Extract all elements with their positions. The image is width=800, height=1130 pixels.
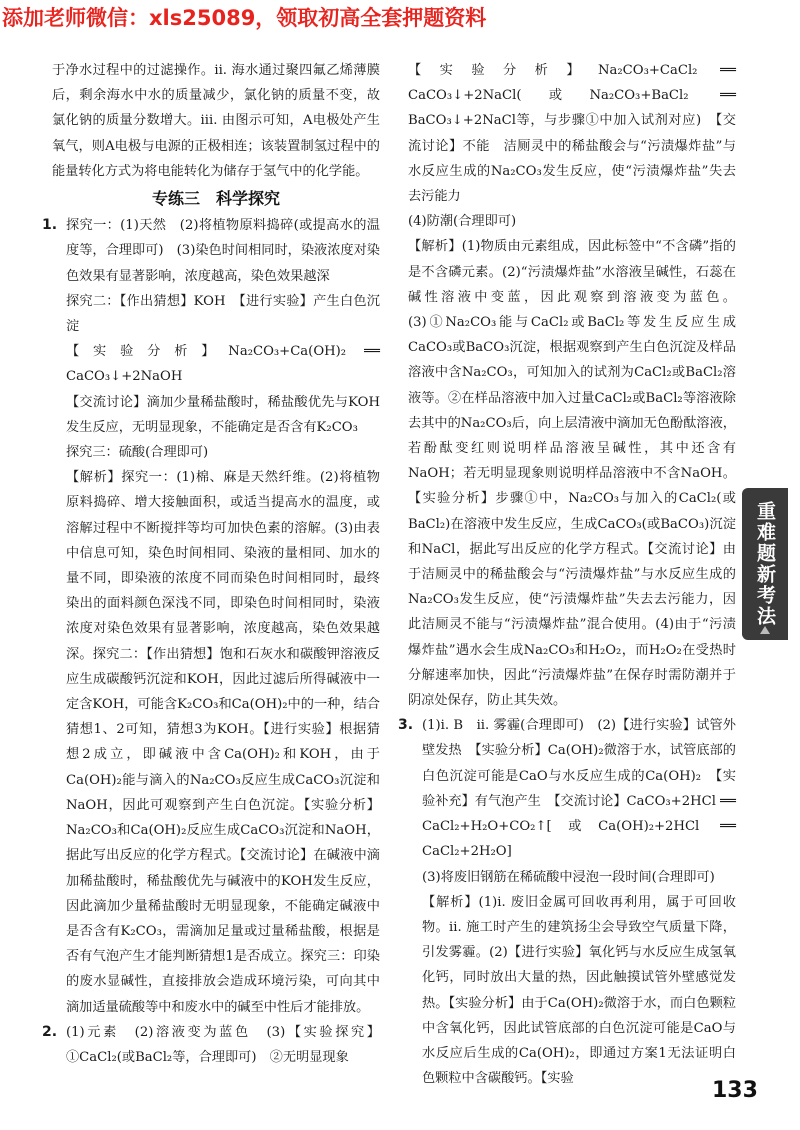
question-number: 3. — [398, 717, 414, 734]
side-tab-label: 重难题新考法 — [754, 501, 776, 627]
question-3 — [398, 713, 736, 1091]
analysis-paragraph: 【解析】(1)i. 废旧金属可回收再利用，属于可回收物。ii. 施工时产生的建筑扬尘会导致空气质量下降，引发雾霾。(2)【进行实验】氧化钙与水反应生成氢氧化钙，同时放出大量的热，因此触摸试管外壁感觉发热。【实验分析】由于Ca(OH)₂微溶于水，而白色颗粒中含氧化钙，因此试管底部的白色沉淀可能是CaO与水反应后生成的Ca(OH)₂，即通过方案1无法证明白色颗粒中含碳酸钙。【实验 — [422, 894, 736, 1087]
page-number: 133 — [712, 1078, 758, 1103]
question-number: 1. — [42, 217, 58, 234]
answer-paragraph: (1)元素 (2)溶液变为蓝色 (3)【实验探究】①CaCl₂(或BaCl₂等，合理即可) ②无明显现象 — [66, 1024, 380, 1065]
question-2 — [42, 1020, 380, 1070]
answer-paragraph: 【实验分析】Na₂CO₃+Ca(OH)₂ ══ CaCO₃↓+2NaOH — [66, 344, 380, 385]
section-title: 专练三 科学探究 — [151, 189, 280, 209]
question-1 — [42, 213, 380, 1020]
answer-paragraph: 【交流讨论】滴加少量稀盐酸时，稀盐酸优先与KOH发生反应，无明显现象，不能确定是否含有K₂CO₃ — [66, 394, 380, 435]
left-column — [42, 58, 380, 1070]
answer-paragraph: 探究三：硫酸(合理即可) — [66, 445, 209, 461]
promo-banner: 添加老师微信：xls25089，领取初高全套押题资料 — [0, 0, 800, 36]
answer-paragraph: (3)将废旧钢筋在稀硫酸中浸泡一段时间(合理即可) — [422, 869, 715, 885]
right-column — [398, 58, 736, 1091]
answer-paragraph: 【实验分析】Na₂CO₃+CaCl₂ ══ CaCO₃↓+2NaCl(或Na₂CO₃+BaCl₂ ══ BaCO₃↓+2NaCl等，与步骤①中加入试剂对应) 【交流讨论】不能 洁厕灵中的稀盐酸会与“污渍爆炸盐”与水反应生成的Na₂CO₃发生反应，使“污渍爆炸盐”失去去污能力 — [408, 63, 736, 205]
question-number: 2. — [42, 1023, 58, 1040]
side-tab — [742, 488, 788, 640]
answer-paragraph: 探究一：(1)天然 (2)将植物原料捣碎(或提高水的温度等，合理即可) (3)染色时间相同时，染液浓度对染色效果有显著影响，浓度越高，染色效果越深 — [66, 218, 380, 284]
answer-paragraph: (4)防潮(合理即可) — [408, 214, 517, 230]
answer-paragraph: (1)i. B ii. 雾霾(合理即可) (2)【进行实验】试管外壁发热 【实验分析】Ca(OH)₂微溶于水，试管底部的白色沉淀可能是CaO与水反应生成的Ca(OH)₂ 【实验补充】有气泡产生 【交流讨论】CaCO₃+2HCl ══ CaCl₂+H₂O+CO₂↑[或Ca(OH)₂+2HCl ══ CaCl₂+2H₂O] — [422, 718, 736, 860]
answer-paragraph: 探究二：【作出猜想】KOH 【进行实验】产生白色沉淀 — [66, 293, 380, 335]
analysis-paragraph: 【解析】(1)物质由元素组成，因此标签中“不含磷”指的是不含磷元素。(2)“污渍爆炸盐”水溶液呈碱性，石蕊在碱性溶液中变蓝，因此观察到溶液变为蓝色。(3)①Na₂CO₃能与CaCl₂或BaCl₂等发生反应生成CaCO₃或BaCO₃沉淀，根据观察到产生白色沉淀及样品溶液中含Na₂CO₃，可知加入的试剂为CaCl₂或BaCl₂溶液等。②在样品溶液中加入过量CaCl₂或BaCl₂等溶液除去其中的Na₂CO₃后，向上层清液中滴加无色酚酞溶液，若酚酞变红则说明样品溶液呈碱性，其中还含有NaOH；若无明显现象则说明样品溶液中不含NaOH。【实验分析】步骤①中，Na₂CO₃与加入的CaCl₂(或BaCl₂)在溶液中发生反应，生成CaCO₃(或BaCO₃)沉淀和NaCl，据此写出反应的化学方程式。【交流讨论】由于洁厕灵中的稀盐酸会与“污渍爆炸盐”与水反应生成的Na₂CO₃发生反应，使“污渍爆炸盐”失去去污能力，因此洁厕灵不能与“污渍爆炸盐”混合使用。(4)由于“污渍爆炸盐”遇水会生成Na₂CO₃和H₂O₂，而H₂O₂在受热时分解速率加快，因此“污渍爆炸盐”在保存时需防潮并于阴凉处保存，防止其失效。 — [408, 239, 736, 709]
triangle-icon — [760, 626, 770, 634]
analysis-paragraph: 【解析】探究一：(1)棉、麻是天然纤维。(2)将植物原料捣碎、增大接触面积，或适当提高水的温度，或溶解过程中不断搅拌等均可加快色素的溶解。(3)由表中信息可知，染色时间相同、染液的量相同、加水的量不同，即染液的浓度不同而染色时间相同时，最终染出的面料颜色深浅不同，即染色时间相同时，染液浓度对染色效果有显著影响，浓度越高，染色效果越深。探究二：【作出猜想】饱和石灰水和碳酸钾溶液反应生成碳酸钙沉淀和KOH，因此过滤后所得碱液中一定含KOH，可能含K₂CO₃和Ca(OH)₂中的一种，结合猜想1、2可知，猜想3为KOH。【进行实验】根据猜想2成立，即碱液中含Ca(OH)₂和KOH，由于Ca(OH)₂能与滴入的Na₂CO₃反应生成CaCO₃沉淀和NaOH，因此可观察到产生白色沉淀。【实验分析】Na₂CO₃和Ca(OH)₂反应生成CaCO₃沉淀和NaOH，据此写出反应的化学方程式。【交流讨论】在碱液中滴加稀盐酸时，稀盐酸优先与碱液中的KOH发生反应，因此滴加少量稀盐酸时无明显现象，不能确定碱液中是否含有K₂CO₃，需滴加足量或过量稀盐酸，根据是否有气泡产生才能判断猜想1是否成立。探究三：印染的废水显碱性，直接排放会造成环境污染，可向其中滴加适量硫酸等中和废水中的碱至中性后才能排放。 — [66, 470, 380, 1015]
intro-paragraph: 于净水过程中的过滤操作。ii. 海水通过聚四氟乙烯薄膜后，剩余海水中水的质量减少，氯化钠的质量不变，故氯化钠的质量分数增大。iii. 由图示可知，A电极处产生氧气，则A电极与电源的正极相连；该装置制氢过程中的能量转化方式为将电能转化为储存于氢气中的化学能。 — [52, 63, 380, 179]
